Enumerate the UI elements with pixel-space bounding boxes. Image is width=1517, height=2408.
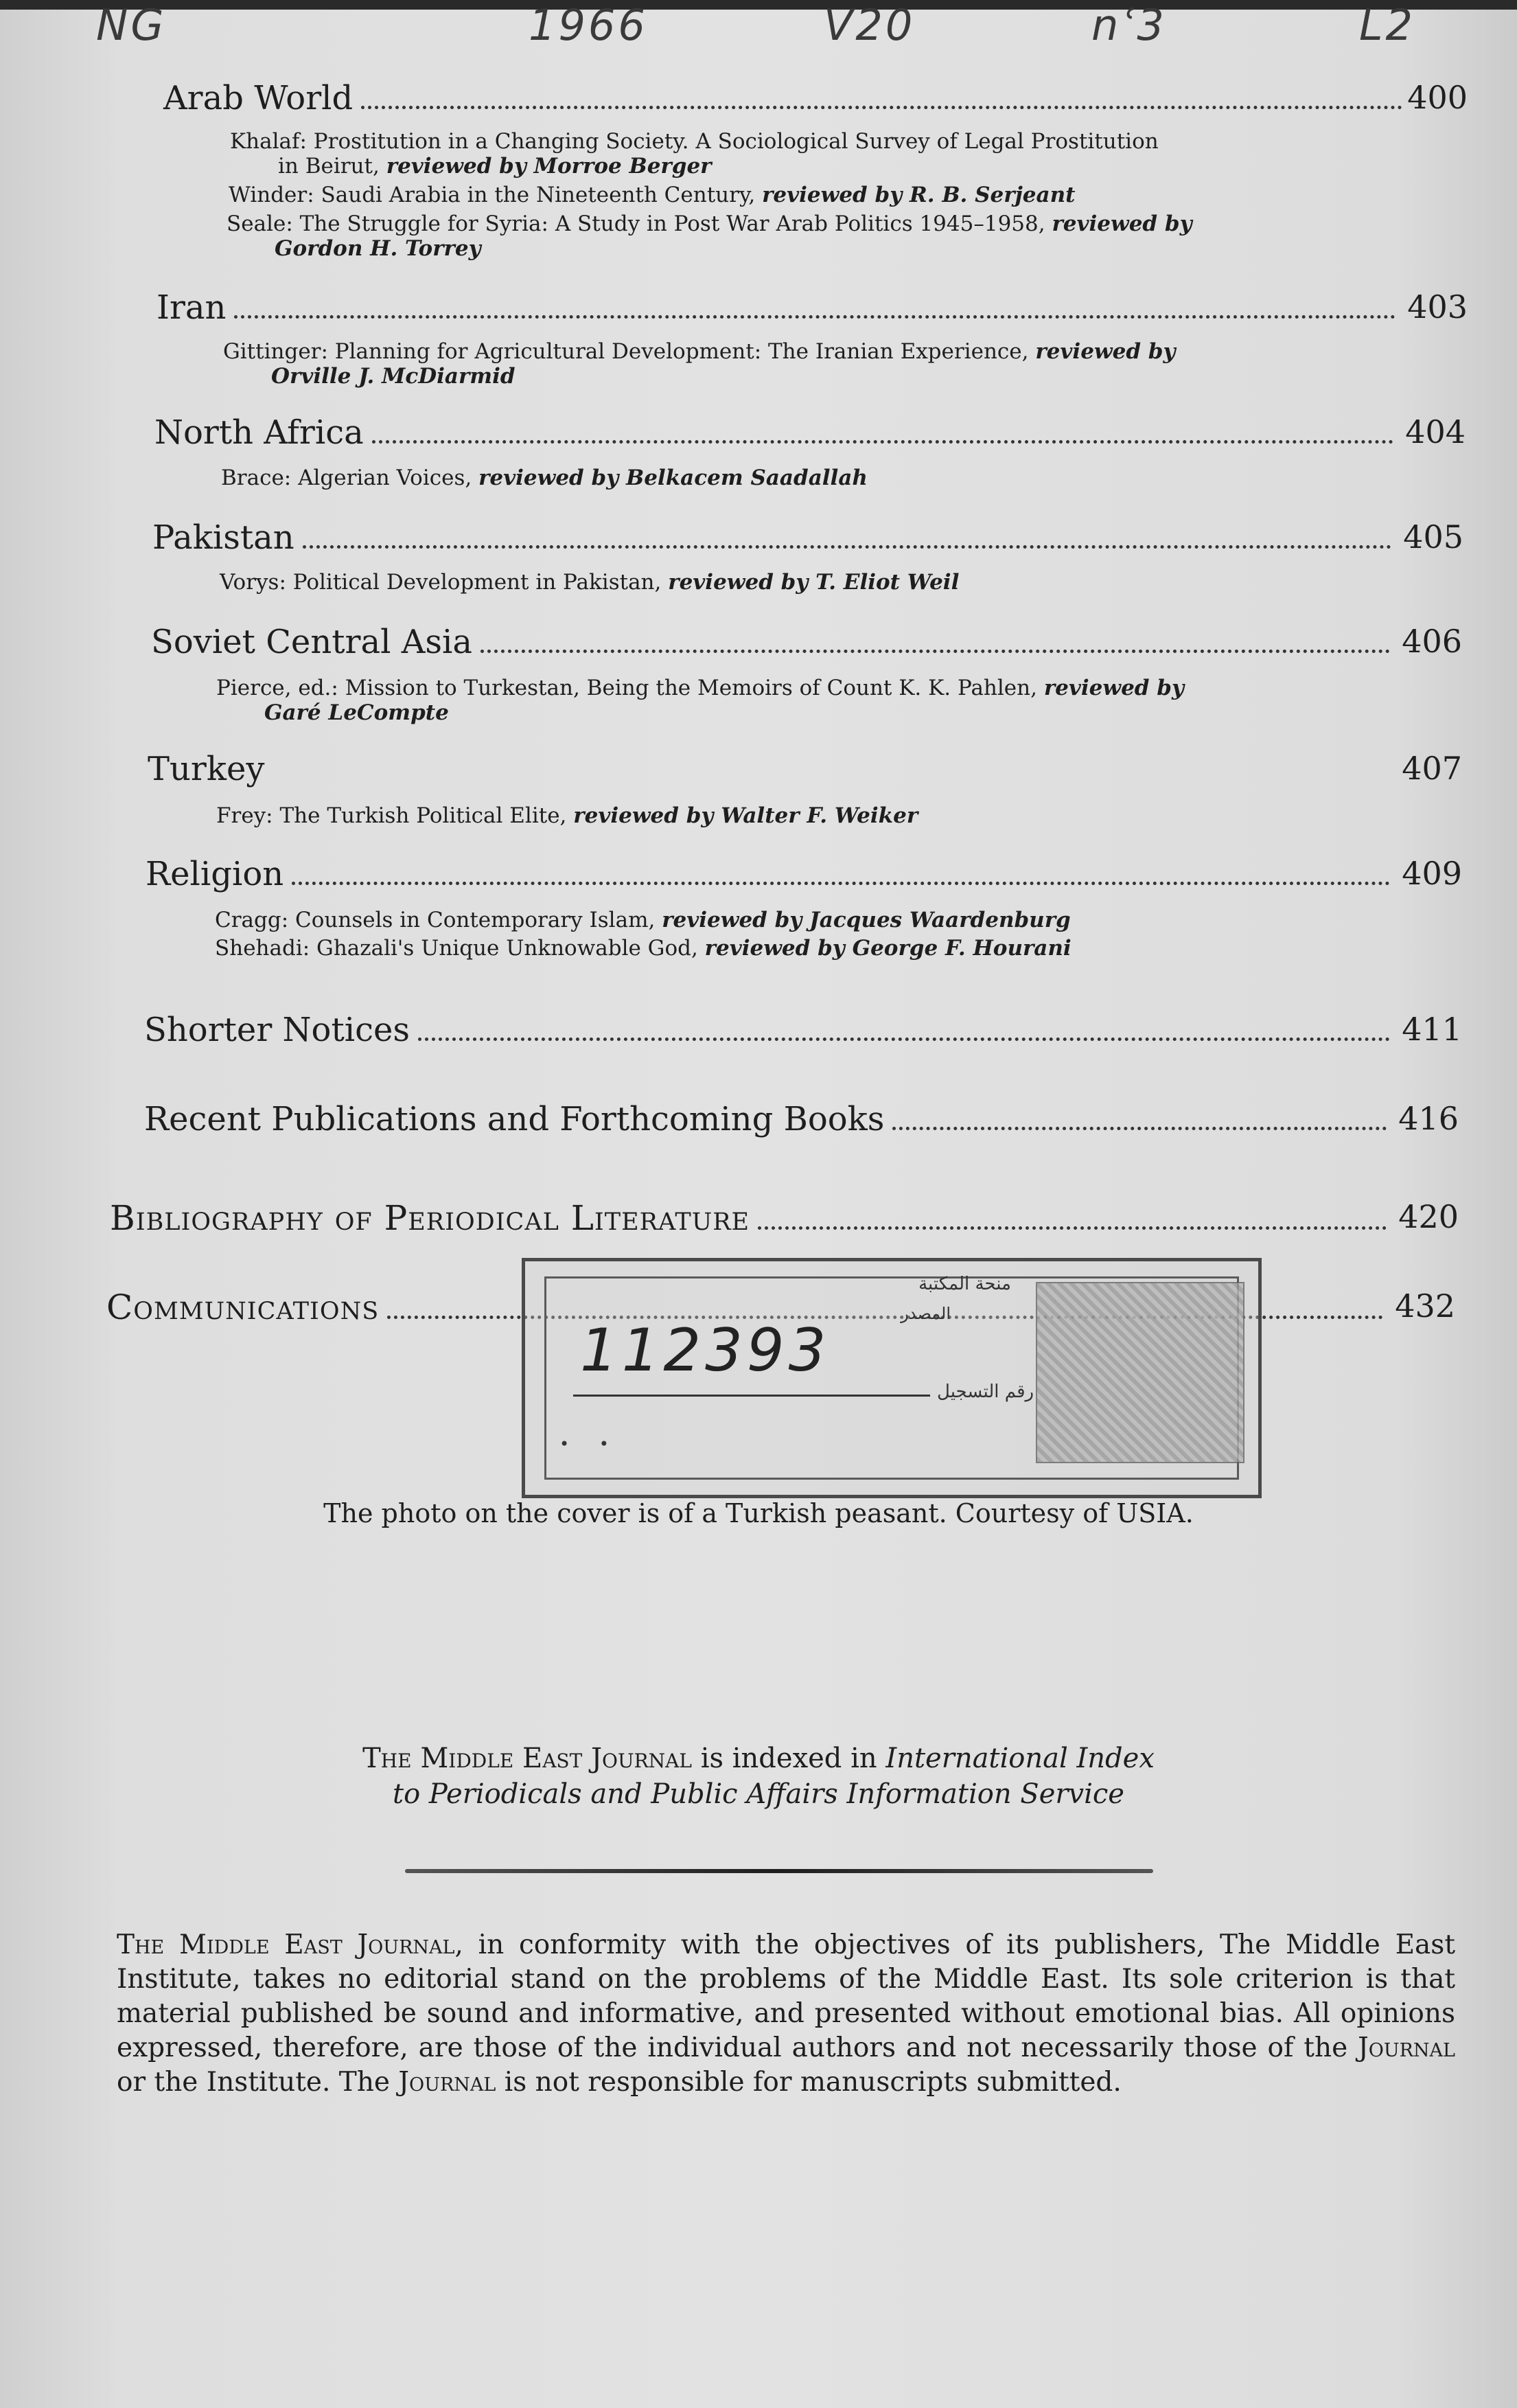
- review-item: Frey: The Turkish Political Elite, reviewed by Walter F. Weiker: [216, 803, 918, 828]
- stamp-arabic-subheader: المصدر: [901, 1304, 951, 1323]
- toc-entry-page: 405: [1403, 518, 1463, 555]
- toc-entry-page: 400: [1407, 79, 1468, 116]
- leader-dots: [418, 1037, 1390, 1041]
- stamp-accession-number: 112393: [580, 1316, 831, 1385]
- stamp-arabic-header: منحة المكتبة: [918, 1274, 1011, 1294]
- leader-dots: [292, 882, 1390, 885]
- leader-dots: [758, 1226, 1387, 1230]
- handwritten-mark-2: 1966: [529, 0, 648, 50]
- toc-entry-page: 406: [1402, 623, 1462, 660]
- leader-dots: [372, 440, 1393, 444]
- toc-entry-north-africa: [154, 413, 1466, 452]
- toc-entry-page: 409: [1402, 855, 1462, 892]
- toc-entry-title: Shorter Notices: [144, 1011, 410, 1049]
- leader-dots: [892, 1127, 1387, 1130]
- toc-entry-title: Recent Publications and Forthcoming Books: [144, 1100, 885, 1138]
- toc-entry-title: Soviet Central Asia: [151, 623, 472, 661]
- review-item: Seale: The Struggle for Syria: A Study in Post War Arab Politics 1945–1958, reviewed by Gordon H. Torrey: [227, 211, 1192, 261]
- stamp-dots: • •: [559, 1434, 621, 1454]
- toc-entry-title: Iran: [157, 288, 227, 327]
- stamp-smudge: [1036, 1282, 1244, 1463]
- index-note: The Middle East Journal is indexed in International Index to Periodicals and Public Affairs Information Service: [362, 1743, 1155, 1810]
- review-item: Pierce, ed.: Mission to Turkestan, Being the Memoirs of Count K. K. Pahlen, reviewed by Garé LeCompte: [216, 676, 1184, 725]
- library-stamp: [522, 1258, 1262, 1498]
- review-item: Cragg: Counsels in Contemporary Islam, reviewed by Jacques Waardenburg: [215, 908, 1071, 932]
- leader-dots: [234, 315, 1396, 319]
- stamp-underline: [573, 1395, 930, 1397]
- toc-entry-page: 416: [1398, 1100, 1459, 1137]
- toc-entry-page: 407: [1402, 750, 1462, 787]
- top-edge: [0, 0, 1517, 10]
- review-item: Winder: Saudi Arabia in the Nineteenth Century, reviewed by R. B. Serjeant: [229, 183, 1076, 207]
- toc-entry-religion: [146, 855, 1462, 893]
- review-item: Vorys: Political Development in Pakistan, reviewed by T. Eliot Weil: [220, 570, 960, 595]
- handwritten-mark-1: NG: [96, 0, 167, 50]
- cover-photo-caption: The photo on the cover is of a Turkish peasant. Courtesy of USIA.: [323, 1498, 1194, 1528]
- divider-rule: [405, 1869, 1153, 1873]
- stamp-registration-label: رقم التسجيل: [937, 1381, 1034, 1402]
- toc-entry-page: 420: [1398, 1198, 1459, 1235]
- toc-entry-title: Arab World: [163, 79, 354, 117]
- leader-dots: [303, 545, 1391, 549]
- toc-entry-title: Turkey: [148, 750, 265, 788]
- journal-name: The Middle East Journal: [362, 1743, 692, 1774]
- handwritten-mark-5: L2: [1359, 0, 1415, 50]
- leader-dots: [480, 650, 1390, 653]
- toc-entry-page: 403: [1407, 288, 1468, 325]
- toc-entry-title: Pakistan: [152, 518, 294, 557]
- toc-entry-page: 432: [1395, 1287, 1455, 1325]
- toc-entry-iran: [157, 288, 1468, 327]
- toc-entry-shorter-notices: [144, 1011, 1462, 1049]
- toc-entry-recent-publications: [144, 1100, 1459, 1138]
- handwritten-mark-4: nʿ3: [1091, 0, 1167, 50]
- toc-entry-arab-world: [163, 79, 1468, 117]
- toc-entry-pakistan: [152, 518, 1463, 557]
- handwritten-mark-3: V20: [824, 0, 916, 50]
- review-item: Gittinger: Planning for Agricultural Development: The Iranian Experience, reviewed by Orville J. McDiarmid: [223, 339, 1176, 389]
- toc-entry-page: 411: [1402, 1011, 1462, 1048]
- leader-dots: [273, 777, 1390, 780]
- leader-dots: [361, 106, 1402, 109]
- review-item: Shehadi: Ghazali's Unique Unknowable God, reviewed by George F. Hourani: [215, 936, 1072, 961]
- toc-entry-bibliography: [110, 1198, 1459, 1238]
- toc-entry-page: 404: [1405, 413, 1466, 450]
- editorial-policy: The Middle East Journal, in conformity with the objectives of its publishers, The Middle East Institute, takes no editorial stand on the problems of the Middle East. Its sole criterion is that material published be sound and informative, and presented without emotional bias. All opinions expressed, therefore, are those of the individual authors and not necessarily those of the Journal or the Institute. The Journal is not responsible for manuscripts submitted.: [117, 1929, 1455, 2098]
- review-item: Khalaf: Prostitution in a Changing Society. A Sociological Survey of Legal Prostitution in Beirut, reviewed by Morroe Berger: [230, 129, 1159, 179]
- toc-entry-title: Religion: [146, 855, 284, 893]
- review-item: Brace: Algerian Voices, reviewed by Belkacem Saadallah: [221, 466, 868, 490]
- toc-entry-title: North Africa: [154, 413, 364, 452]
- toc-entry-turkey: [148, 750, 1462, 788]
- toc-entry-title: Bibliography of Periodical Literature: [110, 1198, 750, 1238]
- toc-entry-soviet-central-asia: [151, 623, 1462, 661]
- toc-entry-title: Communications: [106, 1287, 380, 1327]
